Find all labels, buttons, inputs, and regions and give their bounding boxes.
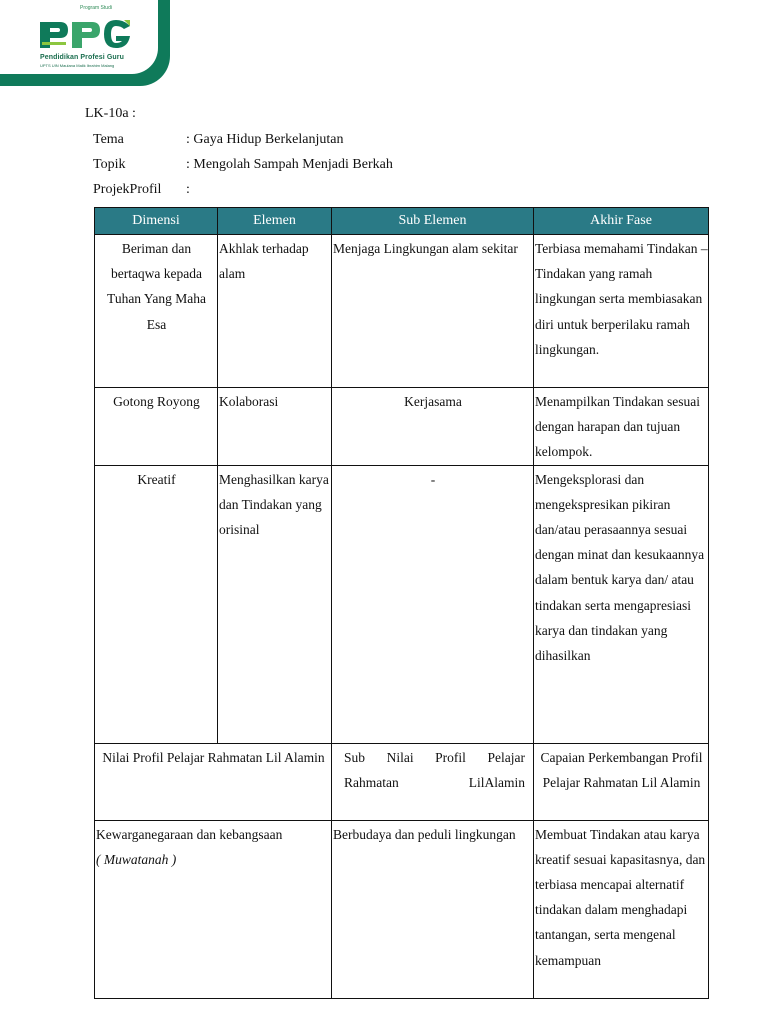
table-cell: - — [332, 465, 534, 743]
logo-subtitle: UPTS UIN Maulana Malik Ibrahim Malang — [40, 63, 115, 68]
table-row — [95, 465, 709, 743]
table-cell — [95, 820, 332, 998]
logo-program-label: Program Studi — [80, 5, 112, 11]
table-cell: Akhlak terhadap alam — [218, 235, 332, 388]
table-row — [95, 820, 709, 998]
ppg-logo-icon — [38, 18, 134, 52]
table-cell: Terbiasa memahami Tindakan – Tindakan yang ramah lingkungan serta membiasakan diri untuk berperilaku ramah lingkungan. — [534, 235, 709, 388]
table-cell: Kerjasama — [332, 388, 534, 466]
header-sub-elemen: Sub Elemen — [332, 208, 534, 235]
header-dimensi: Dimensi — [95, 208, 218, 235]
meta-value: : — [186, 182, 190, 197]
meta-label: Tema — [93, 132, 124, 147]
dimension-name: Kewarganegaraan dan kebangsaan — [96, 826, 283, 842]
meta-label: Topik — [93, 157, 126, 172]
header-elemen: Elemen — [218, 208, 332, 235]
table-cell: Beriman dan bertaqwa kepada Tuhan Yang Maha Esa — [95, 235, 218, 388]
dimension-arabic-term: ( Muwatanah ) — [96, 851, 177, 867]
logo-panel — [0, 0, 158, 74]
table-row — [95, 388, 709, 466]
meta-row-projek-profil — [93, 182, 190, 198]
table-cell: Sub Nilai Profil Pelajar Rahmatan LilAlamin — [332, 743, 534, 820]
logo-title: Pendidikan Profesi Guru — [40, 54, 124, 61]
header-akhir-fase: Akhir Fase — [534, 208, 709, 235]
meta-label: ProjekProfil — [93, 182, 162, 197]
table-cell: Gotong Royong — [95, 388, 218, 466]
table-cell: Menampilkan Tindakan sesuai dengan harapan dan tujuan kelompok. — [534, 388, 709, 466]
profile-dimension-table — [94, 207, 709, 999]
meta-row-tema — [93, 132, 343, 148]
table-row — [95, 235, 709, 388]
table-cell: Mengeksplorasi dan mengekspresikan pikiran dan/atau perasaannya sesuai dengan minat dan kesukaannya dalam bentuk karya dan/ atau tindakan serta mengapresiasi karya dan tindakan yang dihasilkan — [534, 465, 709, 743]
table-cell: Nilai Profil Pelajar Rahmatan Lil Alamin — [95, 743, 332, 820]
table-cell: Menjaga Lingkungan alam sekitar — [332, 235, 534, 388]
table-row — [95, 743, 709, 820]
table-cell: Capaian Perkembangan Profil Pelajar Rahmatan Lil Alamin — [534, 743, 709, 820]
table-cell: Kreatif — [95, 465, 218, 743]
meta-value: : Mengolah Sampah Menjadi Berkah — [186, 157, 393, 172]
meta-row-topik — [93, 157, 393, 173]
meta-value: : Gaya Hidup Berkelanjutan — [186, 132, 344, 147]
lk-title: LK-10a : — [85, 106, 136, 121]
table-cell: Menghasilkan karya dan Tindakan yang orisinal — [218, 465, 332, 743]
table-cell: Membuat Tindakan atau karya kreatif sesuai kapasitasnya, dan terbiasa mencapai alternatif tindakan dalam menghadapi tantangan, serta mengenal kemampuan — [534, 820, 709, 998]
table-cell: Kolaborasi — [218, 388, 332, 466]
table-cell: Berbudaya dan peduli lingkungan — [332, 820, 534, 998]
table-header-row — [95, 208, 709, 235]
header-logo-block — [0, 0, 170, 86]
